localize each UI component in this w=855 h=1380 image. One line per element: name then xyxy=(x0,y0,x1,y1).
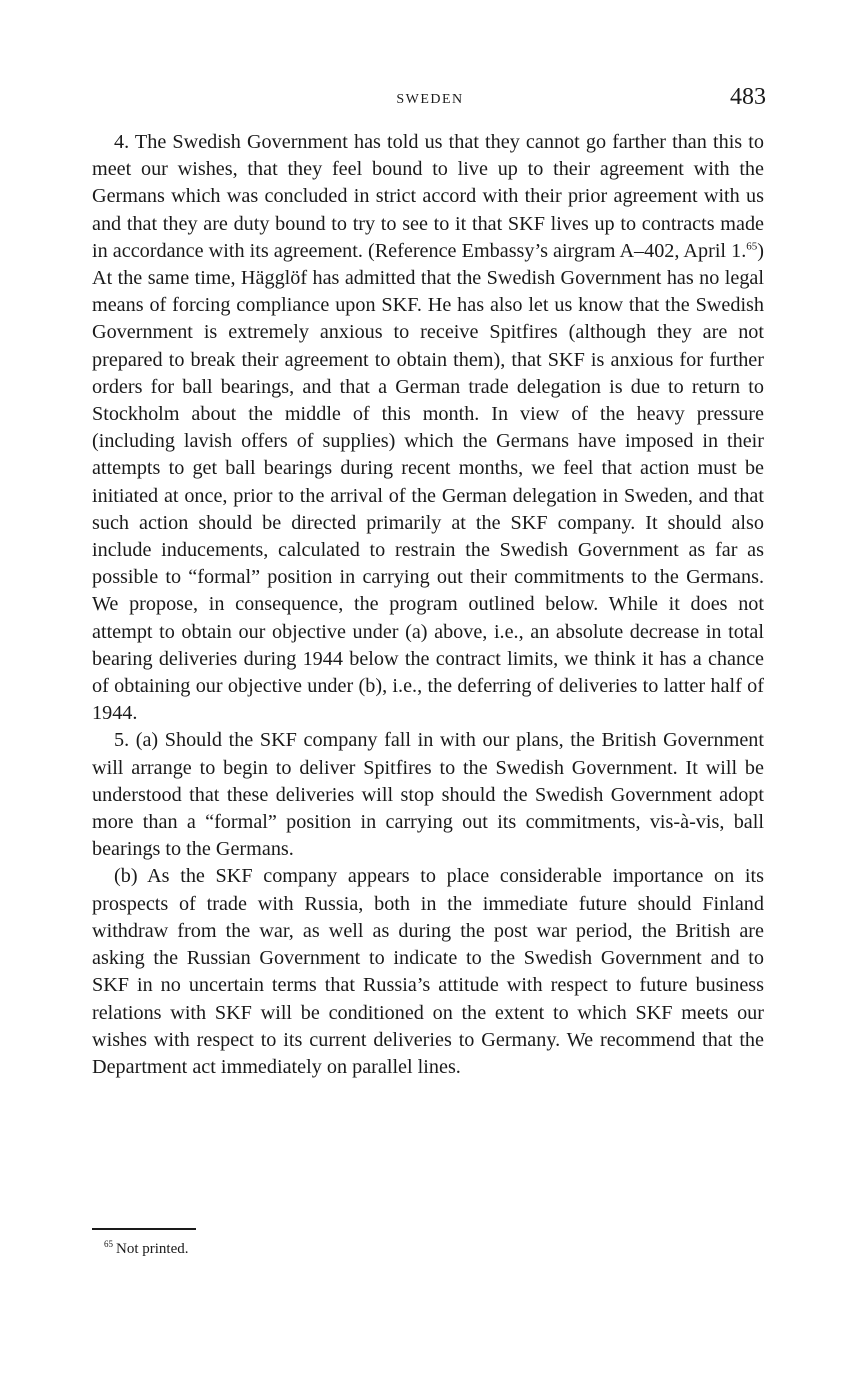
running-head xyxy=(92,84,768,118)
footnote-divider xyxy=(92,1228,196,1230)
paragraph-4 xyxy=(92,129,764,727)
page-number: 483 xyxy=(730,84,766,110)
paragraph-4-text-part-1: 4. The Swedish Government has told us that they cannot go farther than this to meet our wishes, that they feel bound to live up to their agreement with the Germans which was concluded in strict accord with their prior agreement with us and that they are duty bound to try to see to it that SKF lives up to contracts made in accordance with its agreement. (Reference Embassy’s airgram A–402, April 1. xyxy=(92,131,764,262)
footnote xyxy=(104,1240,189,1258)
paragraph-5a: 5. (a) Should the SKF company fall in with our plans, the British Government will arrange to begin to deliver Spitfires to the Swedish Government. It will be understood that these deliveries will stop should the Swedish Government adopt more than a “formal” position in carrying out its commitments, vis-à-vis, ball bearings to the Germans. xyxy=(92,729,764,861)
footnote-mark: 65 xyxy=(104,1239,113,1249)
paragraph-5b: (b) As the SKF company appears to place considerable importance on its prospects of trade with Russia, both in the immediate future should Finland withdraw from the war, as well as during the post war period, the British are asking the Russian Government to indicate to the Swedish Government and to SKF in no uncertain terms that Russia’s attitude with respect to future business relations with SKF will be conditioned on the extent to which SKF meets our wishes with respect to its current deliveries to Germany. We recommend that the Department act immediately on parallel lines. xyxy=(92,865,764,1078)
running-title: SWEDEN xyxy=(396,92,464,107)
footnote-reference: 65 xyxy=(746,240,758,253)
body-text xyxy=(92,129,764,1081)
paragraph-4-text-part-2: ) At the same time, Hägglöf has admitted that the Swedish Government has no legal means of forcing compliance upon SKF. He has also let us know that the Swedish Government is extremely anxious to receive Spitfires (although they are not prepared to break their agreement to obtain them), that SKF is anxious for further orders for ball bearings, and that a German trade delegation is due to return to Stockholm about the middle of this month. In view of the heavy pressure (including lavish offers of supplies) which the Germans have imposed in their attempts to get ball bearings during recent months, we feel that action must be initiated at once, prior to the arrival of the German delegation in Sweden, and that such action should be directed primarily at the SKF company. It should also include inducements, calculated to restrain the Swedish Government as far as possible to “formal” position in carrying out their commitments to the Germans. We propose, in consequence, the program outlined below. While it does not attempt to obtain our objective under (a) above, i.e., an absolute decrease in total bearing deliveries during 1944 below the contract limits, we think it has a chance of obtaining our objective under (b), i.e., the deferring of deliveries to latter half of 1944. xyxy=(92,239,764,725)
footnote-text: Not printed. xyxy=(116,1241,189,1257)
